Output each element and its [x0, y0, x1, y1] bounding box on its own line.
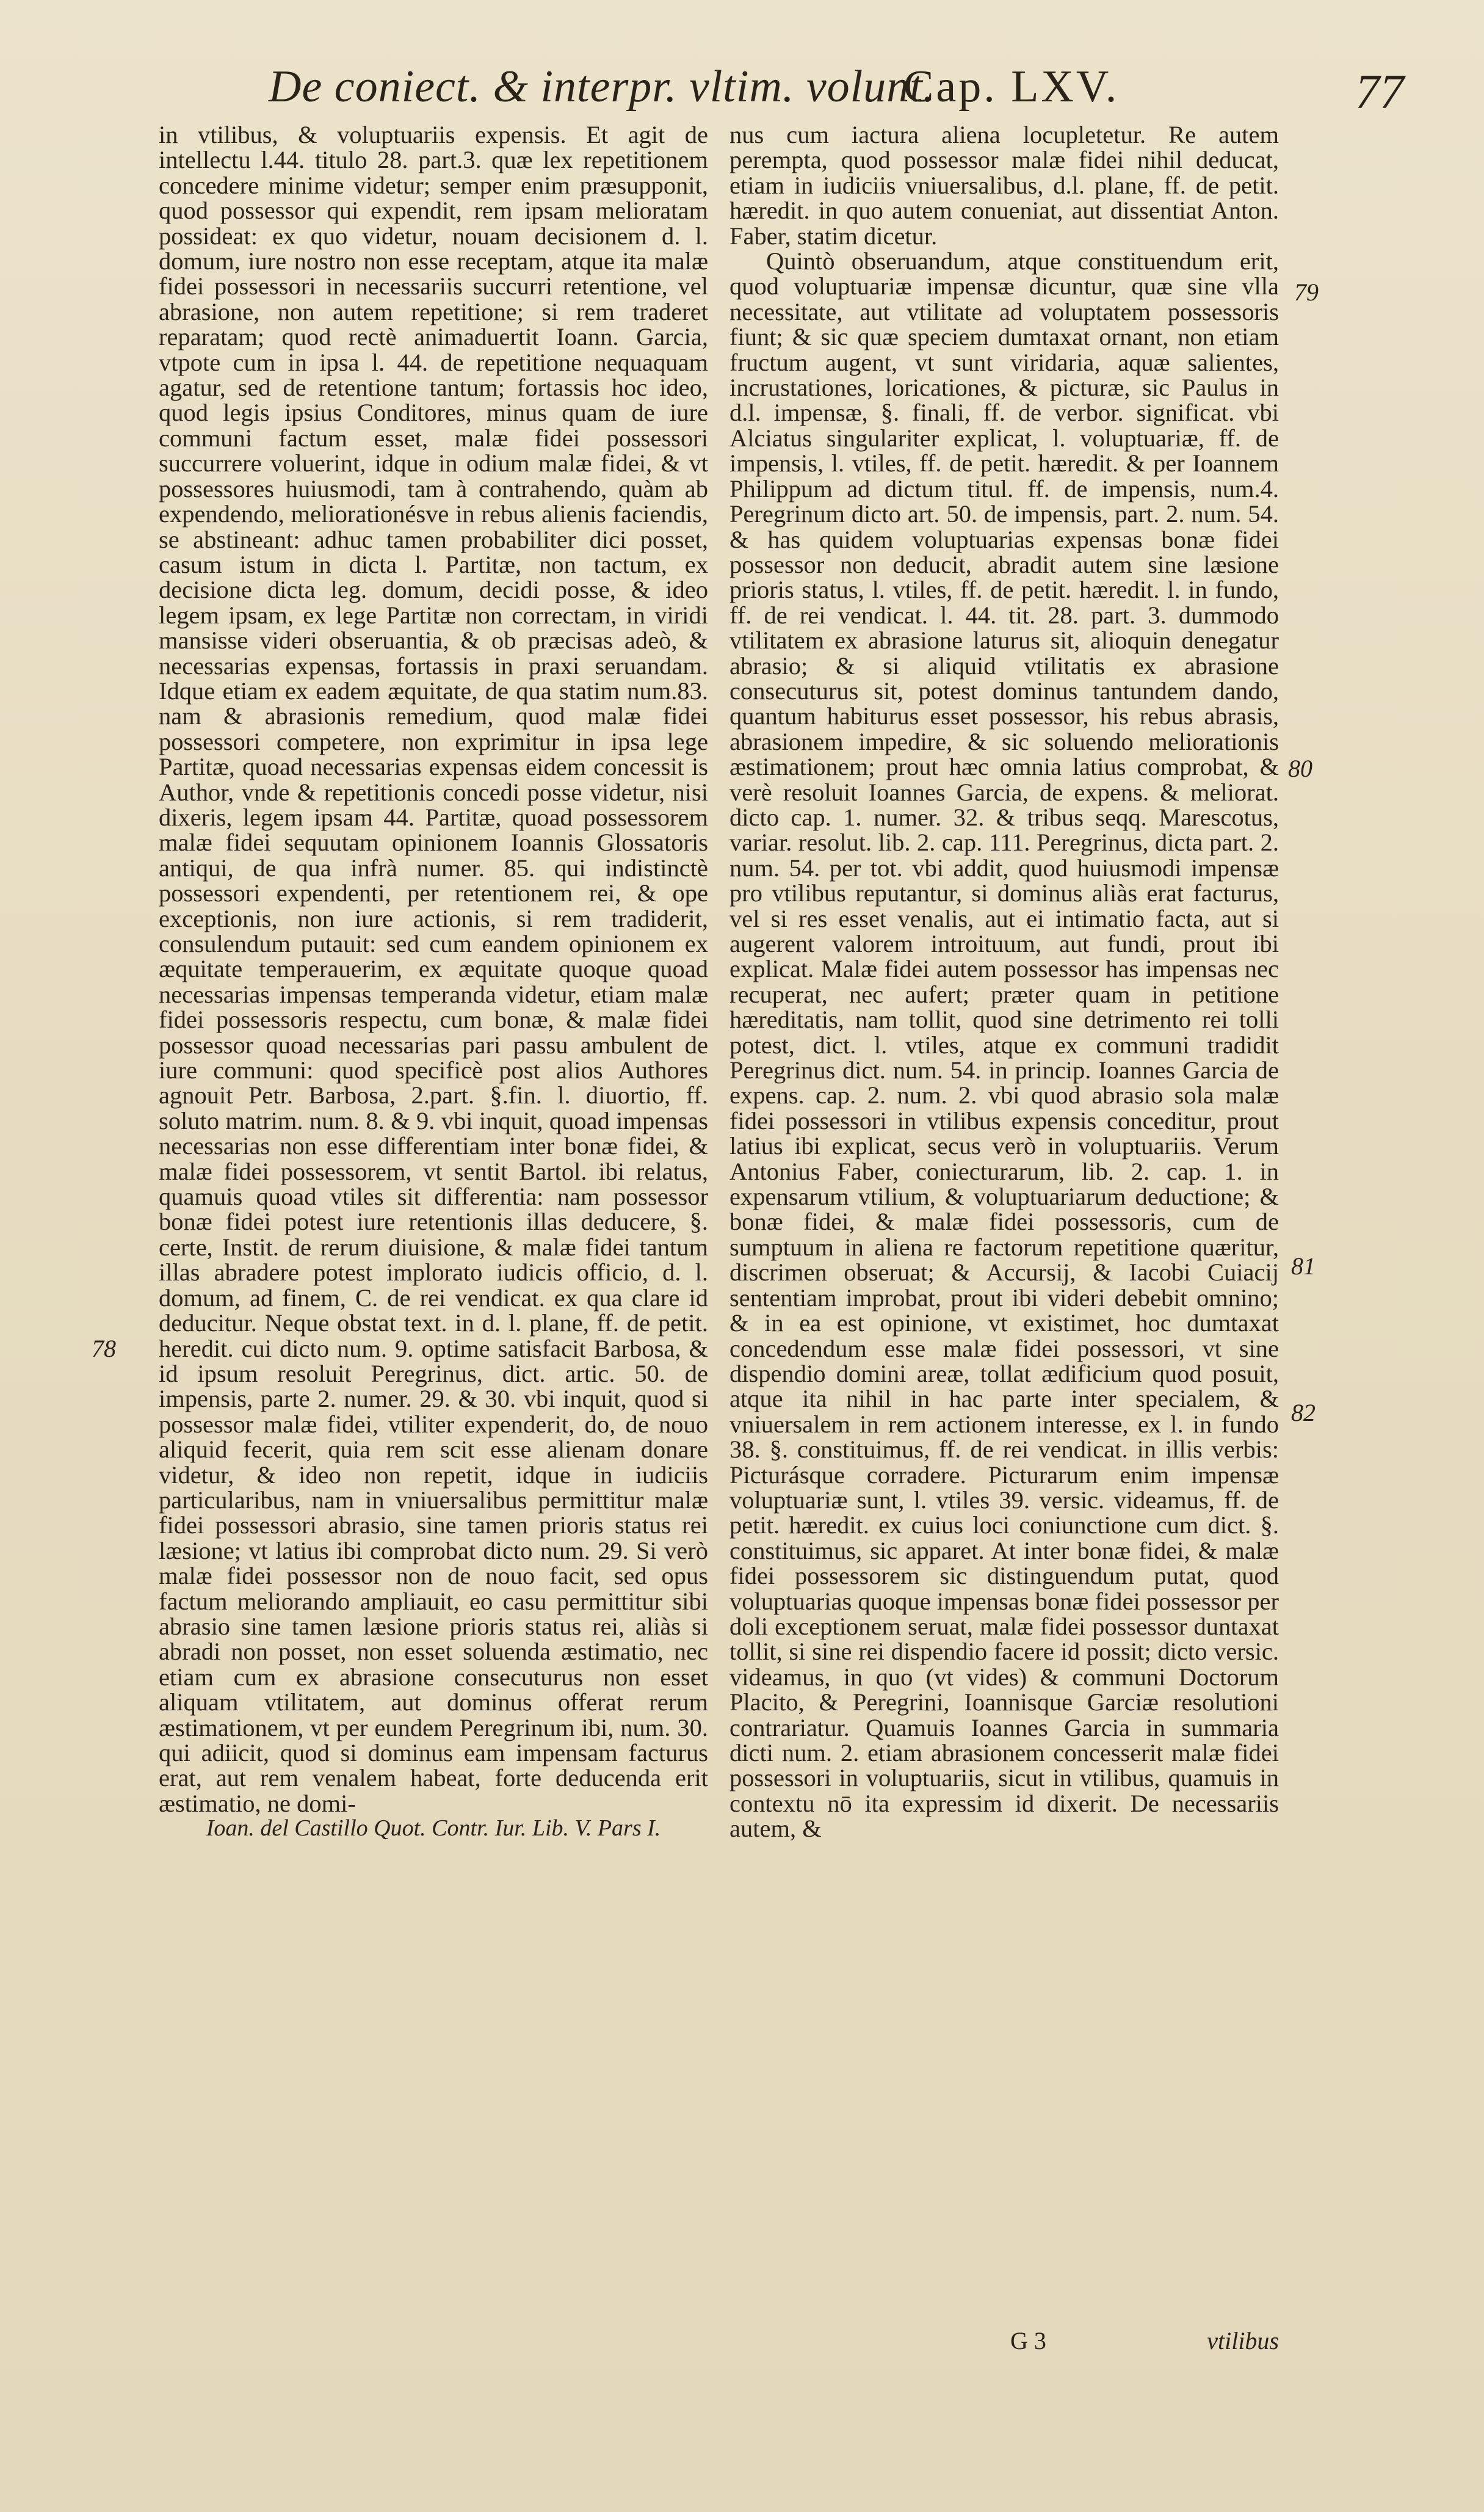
- page-number: 77: [1355, 65, 1404, 119]
- right-column: [729, 122, 1279, 1842]
- margin-number: 79: [1294, 278, 1319, 306]
- left-column: [159, 122, 708, 1842]
- margin-number: 82: [1291, 1399, 1316, 1426]
- left-paragraph: in vtilibus, & voluptuariis expensis. Et agit de intellectu l.44. titulo 28. part.3. quæ lex repetitionem concedere minime videtur; semper enim præsupponit, quod possessor qui expendit, rem ipsam melioratam possideat: ex quo videtur, nouam decisionem d. l. domum, iure nostro non esse receptam, atque ita malæ fidei possessori in necessariis succurri retentione, vel abrasione, non autem repetitione; si rem traderet reparatam; quod rectè animaduertit Ioann. Garcia, vtpote cum in ipsa l. 44. de repetitione nequaquam agatur, sed de retentione tantum; fortassis hoc ideo, quod legis ipsius Conditores, minus quam de iure communi factum esset, malæ fidei possessori succurrere voluerint, idque in odium malæ fidei, & vt possessores huiusmodi, tam à contrahendo, quàm ab expendendo, meliorationésve in rebus alienis faciendis, se abstineant: adhuc tamen probabiliter dici posset, casum istum in dicta l. Partitæ, non tactum, ex decisione dicta leg. domum, decidi posse, & ideo legem ipsam, ex lege Partitæ non correctam, in viridi mansisse videri obseruantia, & ob præcisas adeò, & necessarias expensas, fortassis in praxi seruandam. Idque etiam ex eadem æquitate, de qua statim num.83. nam & abrasionis remedium, quod malæ fidei possessori competere, non exprimitur in ipsa lege Partitæ, quoad necessarias expensas eidem concessit is Author, vnde & repetitionis concedi posse videtur, nisi dixeris, legem ipsam 44. Partitæ, quoad possessorem malæ fidei sequutam opinionem Ioannis Glossatoris antiqui, de qua infrà numer. 85. qui indistinctè possessori expendenti, per retentionem rei, & ope exceptionis, non iure actionis, si rem tradiderit, consulendum putauit: sed cum eandem opinionem ex æquitate temperauerim, ex æquitate quoque quoad necessarias impensas temperanda videtur, etiam malæ fidei possessoris respectu, cum bonæ, & malæ fidei possessor quoad necessarias pari passu ambulent de iure communi: quod specificè post alios Authores agnouit Petr. Barbosa, 2.part. §.fin. l. diuortio, ff. soluto matrim. num. 8. & 9. vbi inquit, quoad impensas necessarias non esse differentiam inter bonæ fidei, & malæ fidei possessorem, vt sentit Bartol. ibi relatus, quamuis quoad vtiles sit differentia: nam possessor bonæ fidei potest iure retentionis illas deducere, §. certe, Instit. de rerum diuisione, & malæ fidei tantum illas abradere potest implorato iudicis officio, d. l. domum, ad finem, C. de rei vendicat. ex qua clare id deducitur. Neque obstat text. in d. l. plane, ff. de petit. heredit. cui dicto num. 9. optime satisfacit Barbosa, & id ipsum resoluit Peregrinus, dict. artic. 50. de impensis, parte 2. numer. 29. & 30. vbi inquit, quod si possessor malæ fidei, vtiliter expenderit, do, de nouo aliquid fecerit, quia rem scit esse alienam donare videtur, & ideo non repetit, idque in iudiciis particularibus, nam in vniuersalibus permittitur malæ fidei possessori abrasio, sine tamen prioris status rei læsione; vt latius ibi comprobat dicto num. 29. Si verò malæ fidei possessor non de nouo facit, sed opus factum meliorando ampliauit, eo casu permittitur sibi abrasio sine tamen læsione prioris status rei, aliàs si abradi non posset, non esset soluenda æstimatio, nec etiam cum ex abrasione consecuturus non esset aliquam vtilitatem, aut dominus offerat rerum æstimationem, vt per eundem Peregrinum ibi, num. 30. qui adiicit, quod si dominus eam impensam facturus erat, aut rem venalem habeat, forte deducenda erit æstimatio, ne domi-: [159, 121, 708, 1817]
- margin-number: 78: [92, 1335, 116, 1362]
- running-title: De coniect. & interpr. vltim. volunt.: [269, 62, 935, 112]
- running-header: [269, 61, 1404, 128]
- margin-number: 81: [1291, 1252, 1316, 1280]
- right-paragraph: nus cum iactura aliena locupletetur. Re autem perempta, quod possessor malæ fidei nihil deducat, etiam in iudiciis vniuersalibus, d.l. plane, ff. de petit. hæredit. in quo autem conueniat, aut dissentiat Anton. Faber, statim dicetur.: [729, 121, 1279, 250]
- right-paragraph: Quintò obseruandum, atque constituendum erit, quod voluptuariæ impensæ dicuntur, quæ sine vlla necessitate, aut vtilitate ad voluptatem possessoris fiunt; & sic quæ speciem dumtaxat ornant, non etiam fructum augent, vt sunt viridaria, aquæ salientes, incrustationes, loricationes, & picturæ, sic Paulus in d.l. impensæ, §. finali, ff. de verbor. significat. vbi Alciatus singulariter explicat, l. voluptuariæ, ff. de impensis, l. vtiles, ff. de petit. hæredit. & per Ioannem Philippum ad dictum titul. ff. de impensis, num.4. Peregrinum dicto art. 50. de impensis, part. 2. num. 54. & has quidem voluptuarias expensas bonæ fidei possessor non deducit, abradit autem sine læsione prioris status, l. vtiles, ff. de petit. hæredit. l. in fundo, ff. de rei vendicat. l. 44. tit. 28. part. 3. dummodo vtilitatem ex abrasione laturus sit, alioquin denegatur abrasio; & si aliquid vtilitatis ex abrasione consecuturus sit, potest dominus tantundem dando, quantum habiturus esset possessor, his rebus abrasis, abrasionem impedire, & sic soluendo meliorationis æstimationem; prout hæc omnia latius comprobat, & verè resoluit Ioannes Garcia, de expens. & meliorat. dicto cap. 1. numer. 32. & tribus seqq. Marescotus, variar. resolut. lib. 2. cap. 111. Peregrinus, dicta part. 2. num. 54. per tot. vbi addit, quod huiusmodi impensæ pro vtilibus reputantur, si dominus aliàs erat facturus, vel si res esset venalis, aut ei intimatio facta, aut si augerent valorem introituum, aut fundi, prout ibi explicat. Malæ fidei autem possessor has impensas nec recuperat, nec aufert; præter quam in petitione hæreditatis, nam tollit, quod sine detrimento rei tolli potest, dict. l. vtiles, atque ex communi tradidit Peregrinus dict. num. 54. in princip. Ioannes Garcia de expens. cap. 2. num. 2. vbi quod abrasio sola malæ fidei possessori in vtilibus expensis conceditur, prout latius ibi explicat, secus verò in voluptuariis. Verum Antonius Faber, coniecturarum, lib. 2. cap. 1. in expensarum vtilium, & voluptuariarum deductione; & bonæ fidei, & malæ fidei possessoris, cum de sumptuum in aliena re factorum repetitione quæritur, discrimen obseruat; & Accursij, & Iacobi Cuiacij sententiam improbat, prout ibi videri debebit omnino; & in ea est opinione, vt existimet, hoc dumtaxat concedendum esse malæ fidei possessori, vt sine dispendio domini areæ, tollat ædificium quod posuit, atque ita nihil in hac parte inter specialem, & vniuersalem in rem actionem interesse, ex l. in fundo 38. §. constituimus, ff. de rei vendicat. in illis verbis: Picturásque corradere. Picturarum enim impensæ voluptuariæ sunt, l. vtiles 39. versic. videamus, ff. de petit. hæredit. ex cuius loci coniunctione cum dict. §. constituimus, sic apparet. At inter bonæ fidei, & malæ fidei possessorem sic distinguendum putat, quod voluptuarias quoque impensas bonæ fidei possessor per doli exceptionem seruat, malæ fidei possessor duntaxat tollit, si sine rei dispendio facere id possit; dicto versic. videamus, in quo (vt vides) & communi Doctorum Placito, & Peregrini, Ioannisque Garciæ resolutioni contrariatur. Quamuis Ioannes Garcia in summaria dicti num. 2. etiam abrasionem concesserit malæ fidei possessori in voluptuariis, sicut in vtilibus, quamuis in contextu nō ita expressim id dixerit. De necessariis autem, &: [729, 247, 1279, 1843]
- margin-number: 80: [1288, 755, 1312, 782]
- signature-mark: G 3: [1010, 2327, 1046, 2354]
- signature-line: Ioan. del Castillo Quot. Contr. Iur. Lib. V. Pars I.: [206, 1815, 661, 1842]
- catchword: vtilibus: [1207, 2327, 1279, 2354]
- chapter-label: Cap. LXV.: [903, 62, 1120, 112]
